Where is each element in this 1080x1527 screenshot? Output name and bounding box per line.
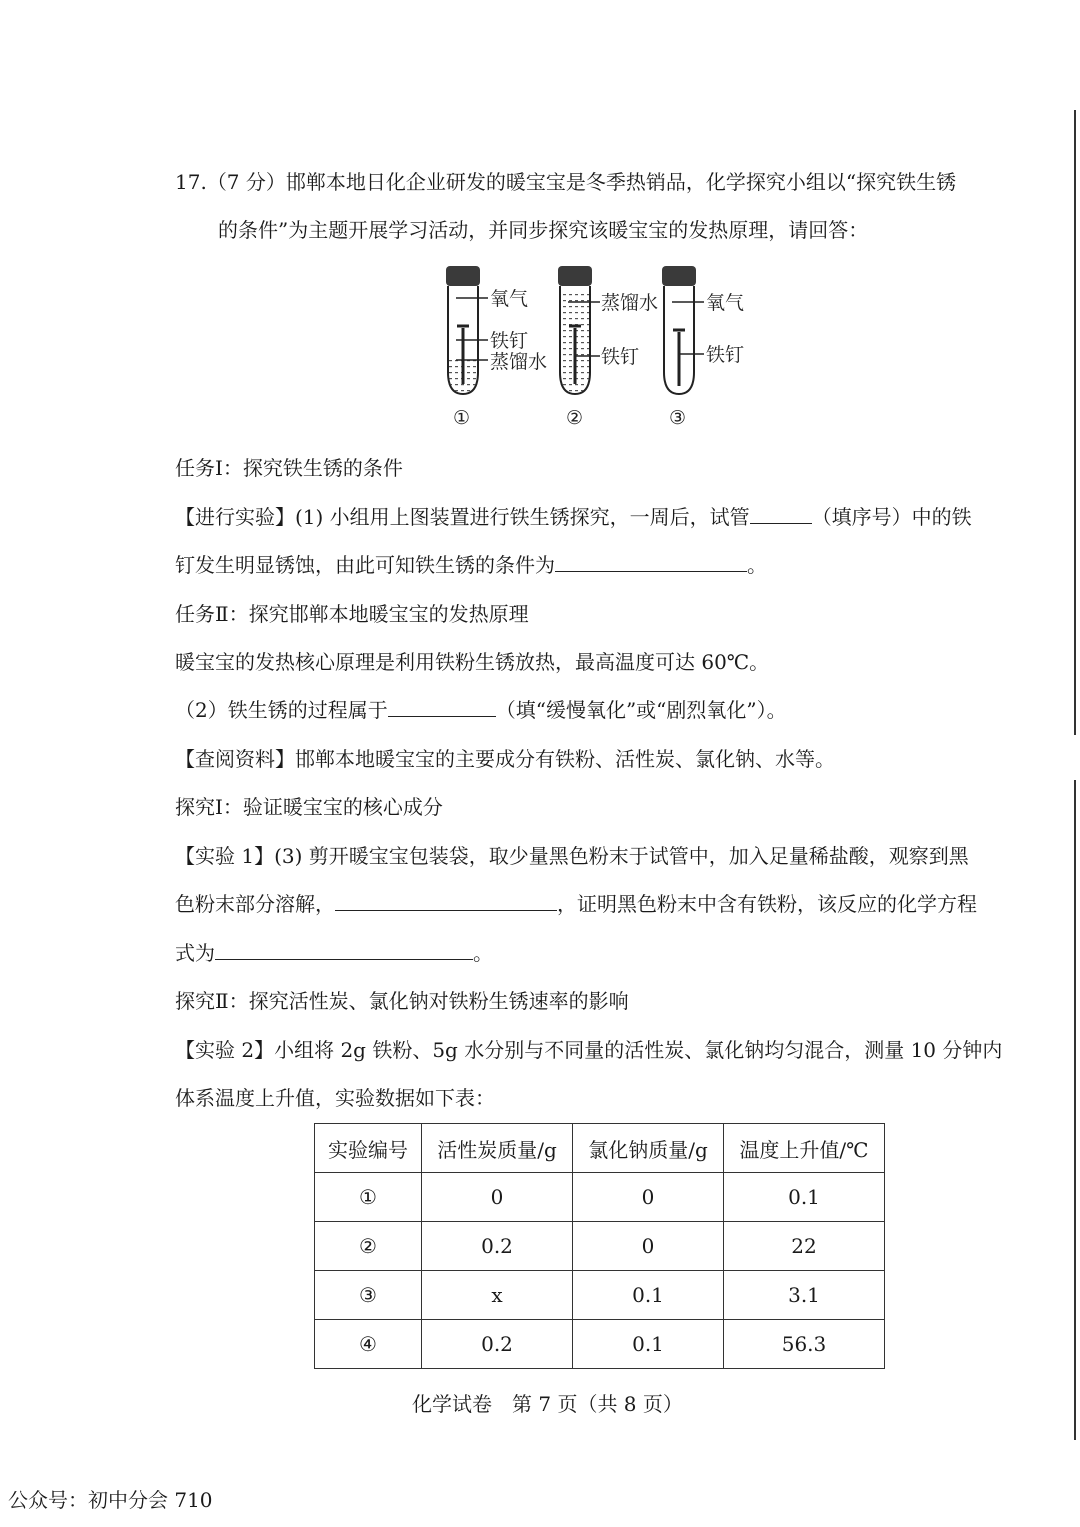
page-footer: 化学试卷 第 7 页（共 8 页） — [412, 1392, 683, 1416]
task1-title: 任务Ⅰ：探究铁生锈的条件 — [175, 456, 403, 480]
tube-3-stopper — [662, 266, 696, 286]
watermark: 公众号：初中分会 710 — [8, 1488, 213, 1512]
table-cell: ③ — [315, 1271, 422, 1320]
explore2-line1: 【实验 2】小组将 2g 铁粉、5g 水分别与不同量的活性炭、氯化钠均匀混合，测量 10 分钟内 — [175, 1038, 1003, 1062]
task2-title: 任务Ⅱ：探究邯郸本地暖宝宝的发热原理 — [175, 602, 529, 626]
explore1-line2 — [175, 890, 977, 918]
tube-2-number: ② — [566, 407, 584, 429]
task1-q1-text-a: 【进行实验】(1) 小组用上图装置进行铁生锈探究，一周后，试管 — [175, 505, 750, 529]
tube-1-label-water: 蒸馏水 — [490, 351, 548, 373]
table-cell: 0.1 — [573, 1320, 724, 1369]
task1-q1-text-d: 。 — [747, 553, 767, 577]
table-header-cell: 氯化钠质量/g — [573, 1124, 724, 1173]
task1-q1-blank-tube[interactable] — [750, 503, 812, 524]
table-cell: 0 — [422, 1173, 573, 1222]
question-intro-1: 邯郸本地日化企业研发的暖宝宝是冬季热销品，化学探究小组以“探究铁生锈 — [285, 170, 957, 194]
explore1-title: 探究Ⅰ：验证暖宝宝的核心成分 — [175, 795, 443, 819]
question-number: 17. — [175, 170, 207, 194]
tube-1-label-oxygen: 氧气 — [490, 288, 529, 310]
table-header-cell: 实验编号 — [315, 1124, 422, 1173]
table-cell: ① — [315, 1173, 422, 1222]
margin-rule-top — [1074, 110, 1076, 735]
table-row — [315, 1320, 885, 1369]
explore1-line3 — [175, 939, 493, 967]
task2-q2-blank[interactable] — [388, 696, 496, 717]
task2-q2-text-a: （2）铁生锈的过程属于 — [175, 698, 388, 722]
task1-q1-text-c: 钉发生明显锈蚀，由此可知铁生锈的条件为 — [175, 553, 555, 577]
task2-principle: 暖宝宝的发热核心原理是利用铁粉生锈放热，最高温度可达 60℃。 — [175, 650, 770, 674]
experiment-data-table — [314, 1123, 885, 1369]
test-tube-figure — [430, 262, 770, 432]
tube-2-stopper — [558, 266, 592, 286]
tube-3-nail — [673, 330, 685, 386]
table-cell: 56.3 — [724, 1320, 885, 1369]
tube-1-stopper — [446, 266, 480, 286]
table-cell: 3.1 — [724, 1271, 885, 1320]
margin-rule-bottom — [1074, 780, 1076, 1440]
task1-q1-line1 — [175, 503, 972, 531]
tube-3-label-oxygen: 氧气 — [706, 292, 745, 314]
explore1-text-a: 色粉末部分溶解， — [175, 892, 335, 916]
table-cell: 0.1 — [573, 1271, 724, 1320]
task1-q1-blank-condition[interactable] — [555, 551, 747, 572]
task2-info: 【查阅资料】邯郸本地暖宝宝的主要成分有铁粉、活性炭、氯化钠、水等。 — [175, 747, 835, 771]
task2-q2 — [175, 696, 787, 724]
table-cell: 0.2 — [422, 1320, 573, 1369]
explore1-line1: 【实验 1】(3) 剪开暖宝宝包装袋，取少量黑色粉末于试管中，加入足量稀盐酸，观察到黑 — [175, 844, 969, 868]
task2-q2-text-b: （填“缓慢氧化”或“剧烈氧化”）。 — [495, 698, 787, 722]
tube-3-number: ③ — [669, 407, 687, 429]
question-intro-2: 的条件”为主题开展学习活动，并同步探究该暖宝宝的发热原理，请回答： — [218, 218, 869, 242]
tube-1 — [446, 266, 547, 429]
tube-1-number: ① — [453, 407, 471, 429]
table-cell: 0 — [573, 1222, 724, 1271]
explore1-text-c: 式为 — [175, 941, 215, 965]
table-cell: 22 — [724, 1222, 885, 1271]
table-header-cell: 温度上升值/℃ — [724, 1124, 885, 1173]
explore1-blank-phenomenon[interactable] — [335, 890, 557, 911]
table-row — [315, 1173, 885, 1222]
explore2-title: 探究Ⅱ：探究活性炭、氯化钠对铁粉生锈速率的影响 — [175, 989, 629, 1013]
table-row — [315, 1222, 885, 1271]
table-cell: 0.2 — [422, 1222, 573, 1271]
table-cell: 0 — [573, 1173, 724, 1222]
table-row — [315, 1271, 885, 1320]
tube-2-label-water: 蒸馏水 — [601, 292, 659, 314]
table-header-cell: 活性炭质量/g — [422, 1124, 573, 1173]
tube-3 — [662, 266, 744, 429]
table-header-row — [315, 1124, 885, 1173]
question-header — [175, 168, 956, 196]
task1-q1-line2 — [175, 551, 767, 579]
table-cell: ② — [315, 1222, 422, 1271]
question-score: （7 分） — [206, 170, 286, 194]
table-cell: 0.1 — [724, 1173, 885, 1222]
table-cell: x — [422, 1271, 573, 1320]
tube-2-label-nail: 铁钉 — [601, 346, 640, 368]
explore1-text-d: 。 — [473, 941, 493, 965]
task1-q1-text-b: （填序号）中的铁 — [811, 505, 972, 529]
tube-1-label-nail: 铁钉 — [490, 330, 529, 352]
tube-3-label-nail: 铁钉 — [706, 344, 745, 366]
explore1-text-b: ，证明黑色粉末中含有铁粉，该反应的化学方程 — [557, 892, 977, 916]
table-cell: ④ — [315, 1320, 422, 1369]
tube-2 — [558, 266, 658, 429]
explore1-blank-equation[interactable] — [215, 939, 473, 960]
explore2-line2: 体系温度上升值，实验数据如下表： — [175, 1086, 495, 1110]
